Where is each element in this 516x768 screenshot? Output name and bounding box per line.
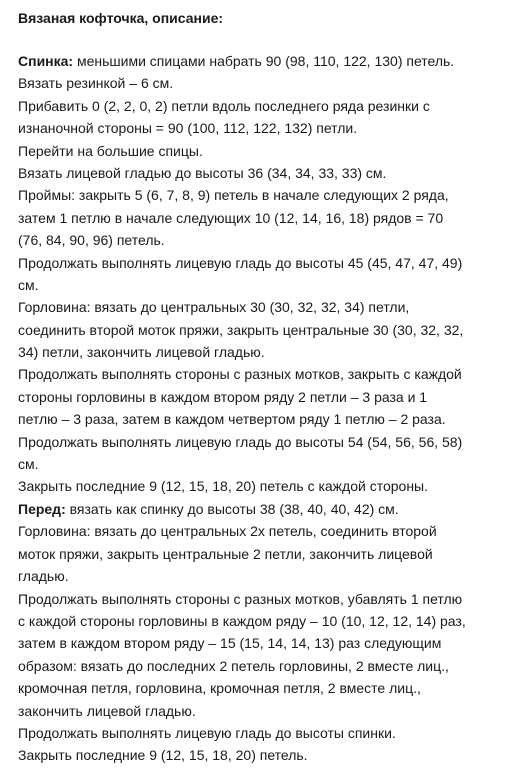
back-line: Продолжать выполнять лицевую гладь до высоты 45 (45, 47, 47, 49) — [18, 254, 463, 271]
back-line: Вязать лицевой гладью до высоты 36 (34, 34, 33, 33) см. — [18, 164, 387, 181]
back-line: Вязать резинкой – 6 см. — [18, 75, 174, 92]
back-line: затем 1 петлю в начале следующих 10 (12, 14, 16, 18) рядов = 70 — [18, 209, 444, 226]
front-first-line — [18, 498, 512, 520]
back-line: стороны горловины в каждом втором ряду 2 петли – 3 раза и 1 — [18, 388, 428, 405]
front-line: Горловина: вязать до центральных 2х петель, соединить второй — [18, 523, 437, 540]
back-line: меньшими спицами набрать 90 (98, 110, 122, 130) петель. — [73, 53, 455, 69]
front-line: кромочная петля, горловина, кромочная петля, 2 вместе лиц., — [18, 680, 421, 697]
front-line: с каждой стороны горловины в каждом ряду – 10 (10, 12, 12, 14) раз, — [18, 612, 466, 629]
back-line: изнаночной стороны = 90 (100, 112, 122, 132) петли. — [18, 120, 358, 137]
back-line: см. — [18, 276, 39, 293]
front-section — [18, 498, 512, 767]
back-section — [18, 50, 512, 498]
front-line: закончить лицевой гладью. — [18, 702, 196, 719]
front-line: Закрыть последние 9 (12, 15, 18, 20) петель. — [18, 747, 308, 764]
front-line: Продолжать выполнять лицевую гладь до высоты спинки. — [18, 724, 396, 741]
back-line: Прибавить 0 (2, 2, 0, 2) петли вдоль последнего ряда резинки с — [18, 97, 430, 114]
back-line: Закрыть последние 9 (12, 15, 18, 20) петель с каждой стороны. — [18, 478, 429, 495]
back-line: петлю – 3 раза, затем в каждом четвертом ряду 1 петлю – 2 раза. — [18, 411, 446, 428]
front-line: вязать как спинку до высоты 38 (38, 40, 40, 42) см. — [65, 501, 399, 517]
back-line: Продолжать выполнять стороны с разных мотков, закрыть с каждой — [18, 366, 462, 383]
back-line: (76, 84, 90, 96) петель. — [18, 232, 165, 249]
front-line: Продолжать выполнять стороны с разных мотков, убавлять 1 петлю — [18, 590, 463, 607]
back-first-line — [18, 50, 512, 72]
back-line: Проймы: закрыть 5 (6, 7, 8, 9) петель в начале следующих 2 ряда, — [18, 187, 449, 204]
front-line: затем в каждом втором ряду – 15 (15, 14, 14, 13) раз следующим — [18, 635, 442, 652]
back-line: Перейти на большие спицы. — [18, 142, 203, 159]
back-line: 34) петли, закончить лицевой гладью. — [18, 344, 265, 361]
back-label: Спинка: — [18, 53, 74, 69]
front-label: Перед: — [18, 501, 66, 517]
front-line: моток пряжи, закрыть центральные 2 петли, закончить лицевой — [18, 545, 433, 562]
document-title: Вязаная кофточка, описание: — [18, 10, 224, 26]
back-line: см. — [18, 456, 39, 473]
back-line: Горловина: вязать до центральных 30 (30, 32, 32, 34) петли, — [18, 299, 410, 316]
back-line: соединить второй моток пряжи, закрыть центральные 30 (30, 32, 32, — [18, 321, 464, 338]
back-line: Продолжать выполнять лицевую гладь до высоты 54 (54, 56, 56, 58) — [18, 433, 463, 450]
front-line: гладью. — [18, 568, 69, 585]
front-line: образом: вязать до последних 2 петель горловины, 2 вместе лиц., — [18, 657, 449, 674]
